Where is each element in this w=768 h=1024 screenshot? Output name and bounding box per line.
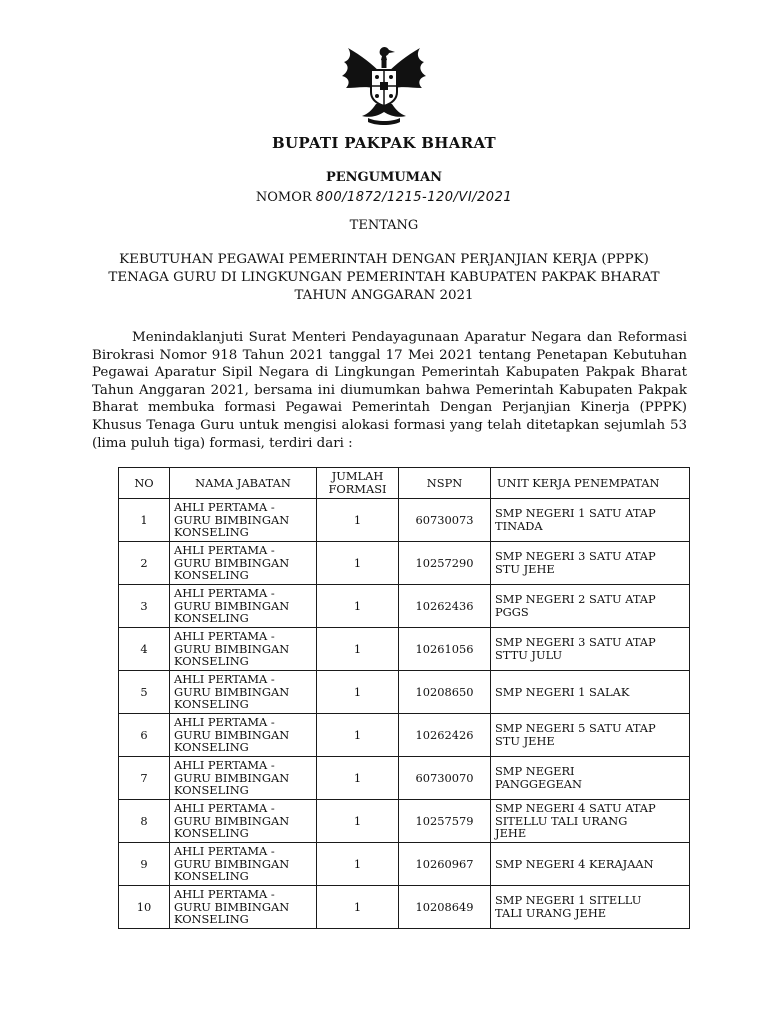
row-npsn: 10262426 xyxy=(399,714,491,757)
jabatan-line: AHLI PERTAMA - xyxy=(174,844,275,859)
row-number: 9 xyxy=(119,843,170,886)
row-unit xyxy=(491,843,690,886)
row-jabatan xyxy=(170,843,317,886)
table-row xyxy=(119,843,690,886)
nomor-label: NOMOR xyxy=(255,190,312,205)
jabatan-line: GURU BIMBINGAN xyxy=(174,770,290,785)
header-jumlah: JUMLAH FORMASI xyxy=(317,468,399,499)
table-header-row xyxy=(119,468,690,499)
row-unit xyxy=(491,671,690,714)
table-row xyxy=(119,585,690,628)
row-unit xyxy=(491,886,690,929)
row-number: 8 xyxy=(119,800,170,843)
row-npsn: 60730070 xyxy=(399,757,491,800)
jabatan-line: KONSELING xyxy=(174,525,249,540)
unit-line: SMP NEGERI 5 SATU ATAP xyxy=(495,721,656,736)
table-row xyxy=(119,499,690,542)
row-number: 5 xyxy=(119,671,170,714)
row-jabatan xyxy=(170,542,317,585)
unit-line: STTU JULU xyxy=(495,648,563,662)
row-jumlah: 1 xyxy=(317,499,399,542)
row-jabatan xyxy=(170,585,317,628)
document-number xyxy=(0,190,768,205)
row-jumlah: 1 xyxy=(317,628,399,671)
row-jumlah: 1 xyxy=(317,800,399,843)
row-npsn: 10257290 xyxy=(399,542,491,585)
row-jabatan xyxy=(170,886,317,929)
row-unit xyxy=(491,800,690,843)
jabatan-line: GURU BIMBINGAN xyxy=(174,641,290,656)
table-row xyxy=(119,886,690,929)
jabatan-line: KONSELING xyxy=(174,826,249,841)
tentang-heading: TENTANG xyxy=(349,218,419,233)
row-unit xyxy=(491,499,690,542)
row-number: 6 xyxy=(119,714,170,757)
jabatan-line: GURU BIMBINGAN xyxy=(174,899,290,914)
row-jumlah: 1 xyxy=(317,886,399,929)
table-row xyxy=(119,542,690,585)
jabatan-line: KONSELING xyxy=(174,740,249,755)
document-title: BUPATI PAKPAK BHARAT xyxy=(271,134,497,152)
unit-line: SMP NEGERI 4 SATU ATAP xyxy=(495,801,656,816)
row-unit xyxy=(491,628,690,671)
unit-line: TINADA xyxy=(495,519,543,533)
unit-line: SMP NEGERI xyxy=(495,764,575,779)
jabatan-line: AHLI PERTAMA - xyxy=(174,801,275,816)
row-npsn: 10208649 xyxy=(399,886,491,929)
header-unit: UNIT KERJA PENEMPATAN xyxy=(491,468,690,499)
row-number: 10 xyxy=(119,886,170,929)
jabatan-line: KONSELING xyxy=(174,869,249,884)
row-jumlah: 1 xyxy=(317,671,399,714)
row-jabatan xyxy=(170,800,317,843)
row-unit xyxy=(491,757,690,800)
table-row xyxy=(119,800,690,843)
jabatan-line: GURU BIMBINGAN xyxy=(174,856,290,871)
row-jabatan xyxy=(170,499,317,542)
unit-line: SITELLU TALI URANG xyxy=(495,813,628,828)
table-row xyxy=(119,628,690,671)
row-number: 2 xyxy=(119,542,170,585)
jabatan-line: GURU BIMBINGAN xyxy=(174,684,290,699)
jabatan-line: GURU BIMBINGAN xyxy=(174,598,290,613)
row-jumlah: 1 xyxy=(317,585,399,628)
unit-line: PGGS xyxy=(495,605,529,619)
row-npsn: 10262436 xyxy=(399,585,491,628)
table-row xyxy=(119,714,690,757)
row-npsn: 10257579 xyxy=(399,800,491,843)
row-unit xyxy=(491,714,690,757)
subject-line: TENAGA GURU DI LINGKUNGAN PEMERINTAH KABUPATEN PAKPAK BHARAT xyxy=(108,270,660,285)
row-jabatan xyxy=(170,628,317,671)
jabatan-line: KONSELING xyxy=(174,783,249,798)
row-jumlah: 1 xyxy=(317,714,399,757)
jabatan-line: AHLI PERTAMA - xyxy=(174,586,275,601)
jabatan-line: AHLI PERTAMA - xyxy=(174,715,275,730)
unit-line: JEHE xyxy=(495,826,527,841)
header-npsn: NSPN xyxy=(399,468,491,499)
jabatan-line: KONSELING xyxy=(174,697,249,712)
subject-heading xyxy=(0,251,768,305)
unit-line: SMP NEGERI 1 SALAK xyxy=(495,684,630,699)
body-paragraph: Menindaklanjuti Surat Menteri Pendayagunaan Aparatur Negara dan Reformasi Birokrasi Nomor 918 Tahun 2021 tanggal 17 Mei 2021 tentang Penetapan Kebutuhan Pegawai Aparatur Sipil Negara di Lingkungan Pemerintah Kabupaten Pakpak Bharat Tahun Anggaran 2021, bersama ini diumumkan bahwa Pemerintah Kabupaten Pakpak Bharat membuka formasi Pegawai Pemerintah Dengan Perjanjian Kinerja (PPPK) Khusus Tenaga Guru untuk mengisi alokasi formasi yang telah ditetapkan sejumlah 53 (lima puluh tiga) formasi, terdiri dari : xyxy=(92,330,687,451)
subject-line: KEBUTUHAN PEGAWAI PEMERINTAH DENGAN PERJANJIAN KERJA (PPPK) xyxy=(119,252,649,267)
row-number: 3 xyxy=(119,585,170,628)
jabatan-line: AHLI PERTAMA - xyxy=(174,543,275,558)
row-npsn: 60730073 xyxy=(399,499,491,542)
jabatan-line: AHLI PERTAMA - xyxy=(174,629,275,644)
jabatan-line: GURU BIMBINGAN xyxy=(174,813,290,828)
subject-line: TAHUN ANGGARAN 2021 xyxy=(294,288,474,303)
row-npsn: 10261056 xyxy=(399,628,491,671)
unit-line: SMP NEGERI 1 SATU ATAP xyxy=(495,506,656,521)
row-jabatan xyxy=(170,714,317,757)
unit-line: STU JEHE xyxy=(495,734,555,748)
table-body xyxy=(119,499,690,929)
jabatan-line: KONSELING xyxy=(174,611,249,626)
row-npsn: 10260967 xyxy=(399,843,491,886)
unit-line: SMP NEGERI 1 SITELLU xyxy=(495,893,642,908)
row-number: 7 xyxy=(119,757,170,800)
unit-line: SMP NEGERI 2 SATU ATAP xyxy=(495,592,656,607)
unit-line: PANGGEGEAN xyxy=(495,777,582,791)
jabatan-line: GURU BIMBINGAN xyxy=(174,512,290,527)
formation-table xyxy=(118,467,690,929)
row-jumlah: 1 xyxy=(317,542,399,585)
row-jabatan xyxy=(170,757,317,800)
row-jabatan xyxy=(170,671,317,714)
jabatan-line: GURU BIMBINGAN xyxy=(174,555,290,570)
jabatan-line: KONSELING xyxy=(174,654,249,669)
row-unit xyxy=(491,585,690,628)
unit-line: SMP NEGERI 4 KERAJAAN xyxy=(495,856,654,871)
row-jumlah: 1 xyxy=(317,757,399,800)
announcement-heading: PENGUMUMAN xyxy=(325,170,443,185)
table-row xyxy=(119,671,690,714)
jabatan-line: KONSELING xyxy=(174,912,249,927)
unit-line: SMP NEGERI 3 SATU ATAP xyxy=(495,549,656,564)
jabatan-line: KONSELING xyxy=(174,568,249,583)
jabatan-line: GURU BIMBINGAN xyxy=(174,727,290,742)
unit-line: TALI URANG JEHE xyxy=(495,906,607,920)
jabatan-line: AHLI PERTAMA - xyxy=(174,500,275,515)
table-row xyxy=(119,757,690,800)
jabatan-line: AHLI PERTAMA - xyxy=(174,758,275,773)
garuda-emblem-icon xyxy=(338,44,430,126)
nomor-value: 800/1872/1215-120/VI/2021 xyxy=(315,190,513,205)
jabatan-line: AHLI PERTAMA - xyxy=(174,672,275,687)
row-npsn: 10208650 xyxy=(399,671,491,714)
row-unit xyxy=(491,542,690,585)
header-jabatan: NAMA JABATAN xyxy=(170,468,317,499)
unit-line: STU JEHE xyxy=(495,562,555,576)
jabatan-line: AHLI PERTAMA - xyxy=(174,887,275,902)
header-no: NO xyxy=(119,468,170,499)
row-number: 1 xyxy=(119,499,170,542)
row-jumlah: 1 xyxy=(317,843,399,886)
row-number: 4 xyxy=(119,628,170,671)
unit-line: SMP NEGERI 3 SATU ATAP xyxy=(495,635,656,650)
